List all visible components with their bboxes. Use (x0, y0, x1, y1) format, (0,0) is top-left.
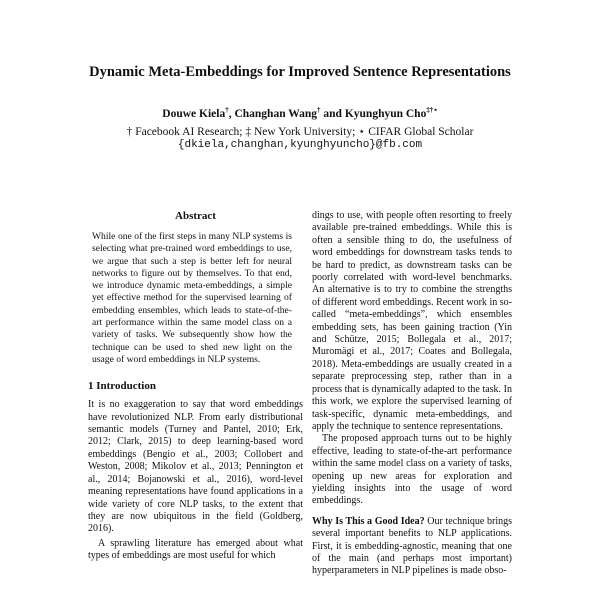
paper-title: Dynamic Meta-Embeddings for Improved Sentence Representations (89, 64, 511, 80)
abstract-heading: Abstract (175, 210, 216, 222)
author-emails: {dkiela,changhan,kyunghyuncho}@fb.com (177, 139, 423, 151)
author-name: Douwe Kiela (162, 108, 226, 120)
author-connector: and (323, 108, 342, 120)
section-heading-introduction: 1 Introduction (88, 380, 156, 393)
affiliations: † Facebook AI Research; ‡ New York University; ⋆ CIFAR Global Scholar (126, 126, 474, 138)
author-affiliation-mark: † (225, 106, 229, 115)
abstract-text: While one of the first steps in many NLP systems is selecting what pre-trained word embeddings to use, we argue that such a step is better left for neural networks to figure out by themselves. To that end, we introduce dynamic meta-embeddings, a simple yet effective method for the supervised learning of embedding ensembles, which leads to state-of-the-art performance within the same model class on a variety of tasks. We subsequently show how the technique can be used to shed new light on the usage of word embeddings in NLP systems. (92, 231, 292, 365)
right-paragraph-2: The proposed approach turns out to be highly effective, leading to state-of-the-art performance within the same model class on a variety of tasks, opening up new areas for exploration and yielding insights into the usage of word embeddings. (312, 433, 512, 507)
author-affiliation-mark: ‡†⋆ (426, 106, 438, 115)
left-column (88, 210, 303, 563)
author-name: Kyunghyun Cho (344, 108, 427, 120)
right-paragraph-1: dings to use, with people often resorting to freely available pre-trained embeddings. While this is often a sensible thing to do, the usefulness of word embeddings for downstream tasks tends to be hard to predict, as downstream tasks can be poorly correlated with word-level benchmarks. An alternative is to try to combine the strengths of different word embeddings. Recent work in so-called “meta-embeddings”, which ensembles embedding sets, has been gaining traction (Yin and Schütze, 2015; Bollegala et al., 2017; Muromägi et al., 2017; Coates and Bollegala, 2018). Meta-embeddings are usually created in a separate preprocessing step, rather than in a process that is dynamically adapted to the task. In this work, we explore the supervised learning of task-specific, dynamic meta-embeddings, and apply the technique to sentence representations. (312, 210, 512, 432)
intro-paragraph-1: It is no exaggeration to say that word embeddings have revolutionized NLP. From early distributional semantic models (Turney and Pantel, 2010; Erk, 2012; Clark, 2015) to deep learning-based word embeddings (Bengio et al., 2003; Collobert and Weston, 2008; Mikolov et al., 2013; Pennington et al., 2014; Bojanowski et al., 2016), word-level meaning representations have found applications in a wide variety of core NLP tasks, to the extent that they are now ubiquitous in the field (Goldberg, 2016). (88, 399, 303, 535)
author-list: Douwe Kiela†, Changhan Wang† and Kyunghyun Cho‡†⋆ (162, 106, 438, 120)
right-column (312, 210, 512, 578)
runin-text: Our technique brings several important benefits to NLP applications. First, it is embedding-agnostic, meaning that one of the main (and perhaps most important) hyperparameters in NLP pipelines is made obso- (312, 515, 513, 577)
author-affiliation-mark: † (317, 106, 321, 115)
runin-heading: Why Is This a Good Idea? (312, 515, 425, 527)
author-name: Changhan Wang (234, 108, 318, 120)
right-paragraph-3 (312, 516, 512, 578)
intro-paragraph-2: A sprawling literature has emerged about what types of embeddings are most useful for which (88, 537, 303, 562)
